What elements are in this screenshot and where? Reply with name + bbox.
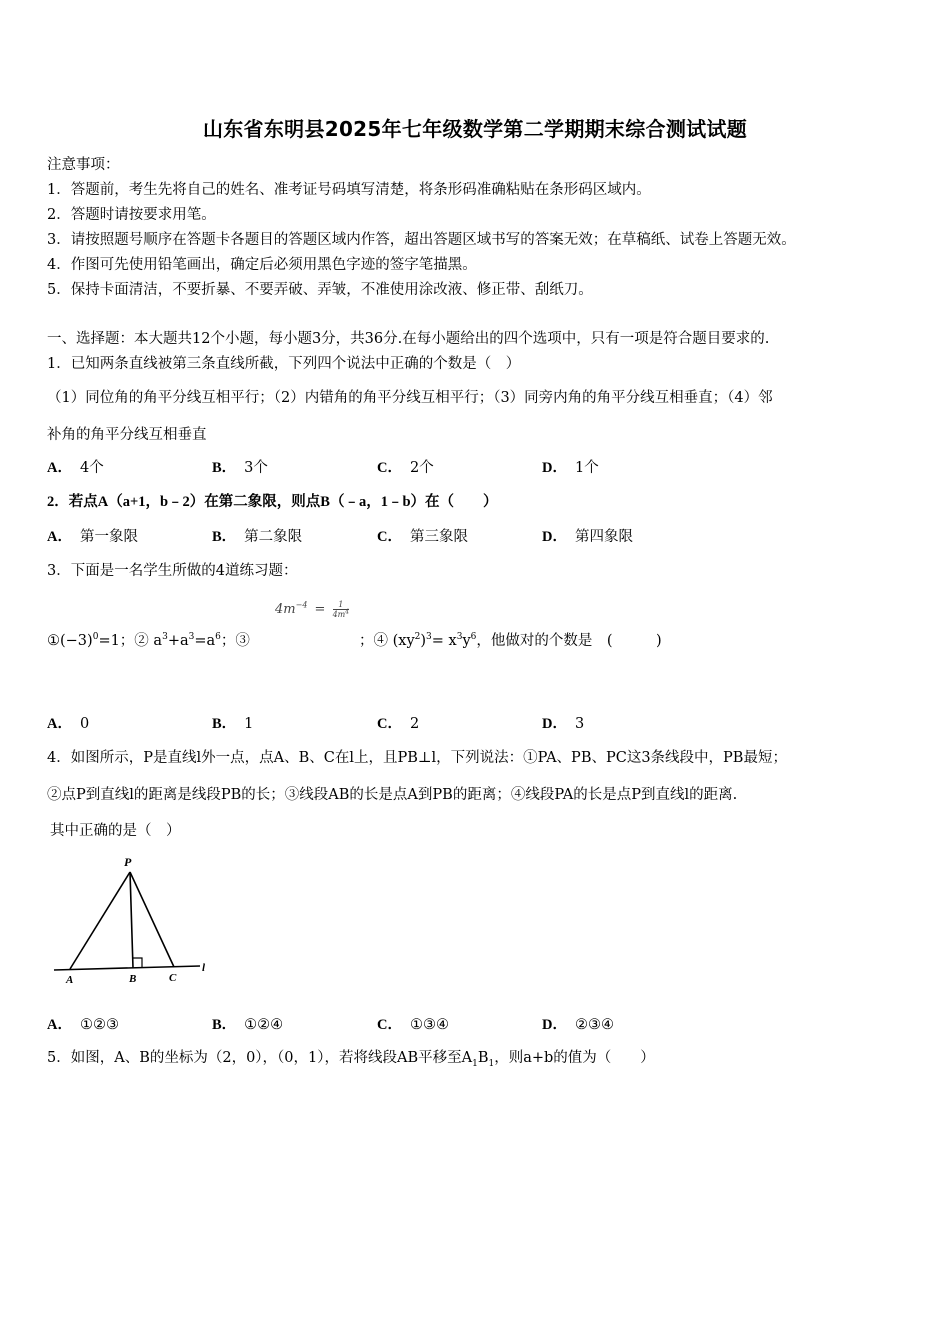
question-3-stem: 3．下面是一名学生所做的4道练习题： (47, 563, 298, 579)
right-angle-mark (133, 958, 142, 968)
label-l: l (202, 962, 206, 974)
segment-pb (130, 872, 133, 968)
question-2-stem: 2．若点A（a+1，b﹣2）在第二象限，则点B（﹣a，1﹣b）在（ ） (47, 494, 498, 510)
question-4-line1: 4．如图所示，P是直线l外一点，点A、B、C在l上，且PB⊥l，下列说法：①PA、PB、PC这3条线段中，PB最短； (47, 750, 787, 766)
question-4-line3: 其中正确的是（ ） (50, 823, 181, 839)
option-c[interactable]: C． ①③④ (377, 1017, 449, 1033)
option-a[interactable]: A． ①②③ (47, 1017, 119, 1033)
option-c[interactable]: C． 2 (377, 716, 420, 732)
label-c: C (169, 972, 177, 984)
question-4-line2: ②点P到直线l的距离是线段PB的长；③线段AB的长是点A到PB的距离；④线段PA的长是点P到直线l的距离. (47, 787, 738, 803)
label-p: P (124, 855, 132, 869)
notice-item: 1．答题前，考生先将自己的姓名、准考证号码填写清楚，将条形码准确粘贴在条形码区域内。 (47, 182, 651, 198)
option-b[interactable]: B． 3个 (212, 460, 268, 476)
label-b: B (129, 973, 137, 985)
question-1-stem: 1．已知两条直线被第三条直线所截，下列四个说法中正确的个数是（ ） (47, 356, 521, 372)
option-d[interactable]: D． 3 (542, 716, 585, 732)
option-b[interactable]: B． ①②④ (212, 1017, 284, 1033)
question-1-line2: （1）同位角的角平分线互相平行；（2）内错角的角平分线互相平行；（3）同旁内角的角平分线互相垂直；（4）邻 (47, 390, 773, 406)
option-b[interactable]: B． 第二象限 (212, 529, 303, 545)
option-d[interactable]: D． ②③④ (542, 1017, 614, 1033)
geometry-figure (50, 852, 215, 987)
option-d[interactable]: D． 1个 (542, 460, 599, 476)
question-1-line3: 补角的角平分线互相垂直 (47, 427, 207, 443)
option-a[interactable]: A． 第一象限 (47, 529, 138, 545)
section-heading: 一、选择题：本大题共12个小题，每小题3分，共36分.在每小题给出的四个选项中，只有一项是符合题目要求的. (47, 331, 770, 347)
line-l (54, 966, 200, 970)
page-title: 山东省东明县2025年七年级数学第二学期期末综合测试试题 (202, 117, 748, 141)
notice-heading: 注意事项： (47, 157, 120, 173)
option-d[interactable]: D． 第四象限 (542, 529, 633, 545)
segment-pa (70, 872, 130, 969)
question-5-stem: 5．如图，A、B的坐标为（2，0），（0，1），若将线段AB平移至$A_1B_1$，则a+b的值为（ ） (47, 1050, 655, 1069)
question-3-parts: $①(-3)^0=1$；② $a^3+a^3=a^6$；③ (47, 632, 250, 649)
option-b[interactable]: B． 1 (212, 716, 254, 732)
notice-item: 2．答题时请按要求用笔。 (47, 207, 216, 223)
notice-item: 5．保持卡面清洁，不要折暴、不要弄破、弄皱，不准使用涂改液、修正带、刮纸刀。 (47, 282, 593, 298)
question-3-parts-b: ；④ $(xy^2)^3= x^3y^6$，他做对的个数是 ( ) (359, 632, 662, 649)
option-c[interactable]: C． 2个 (377, 460, 434, 476)
notice-item: 3．请按照题号顺序在答题卡各题目的答题区域内作答，超出答题区域书写的答案无效；在草稿纸、试卷上答题无效。 (47, 232, 796, 248)
segment-pc (130, 872, 174, 967)
option-c[interactable]: C． 第三象限 (377, 529, 468, 545)
option-a[interactable]: A． 4个 (47, 460, 104, 476)
label-a: A (66, 974, 74, 986)
notice-item: 4．作图可先使用铅笔画出，确定后必须用黑色字迹的签字笔描黑。 (47, 257, 477, 273)
option-a[interactable]: A． 0 (47, 716, 90, 732)
formula-image: $4m^{-4}$ = $\frac{1}{4m^4}$ (275, 600, 350, 619)
